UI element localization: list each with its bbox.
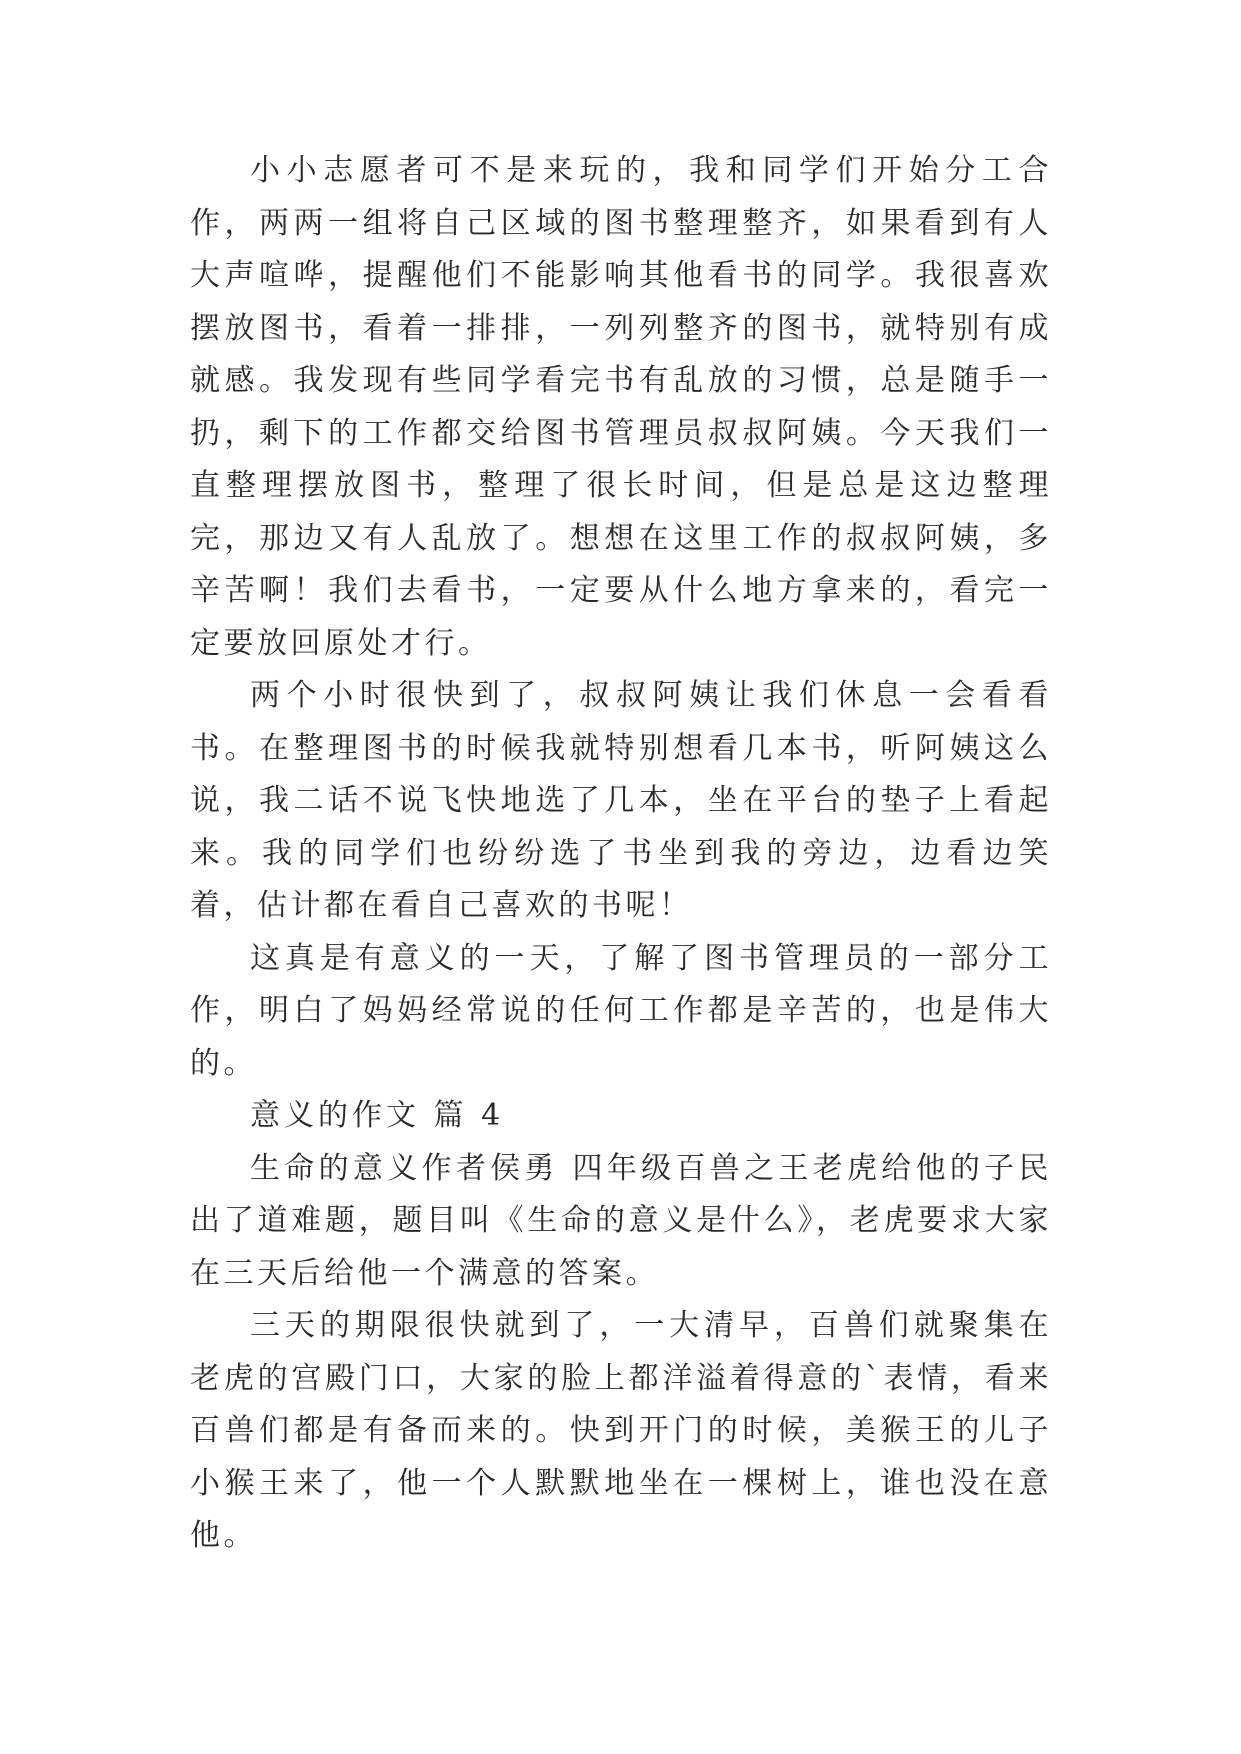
paragraph-meaningful-day: 这真是有意义的一天，了解了图书管理员的一部分工作，明白了妈妈经常说的任何工作都是辛苦的，也是伟大的。: [190, 940, 1052, 1081]
paragraph-meaning-of-life: 生命的意义作者侯勇 四年级百兽之王老虎给他的子民出了道难题，题目叫《生命的意义是什么》，老虎要求大家在三天后给他一个满意的答案。: [190, 1150, 1052, 1291]
paragraph-three-days: 三天的期限很快就到了，一大清早，百兽们就聚集在老虎的宫殿门口，大家的脸上都洋溢着得意的`表情，看来百兽们都是有备而来的。快到开门的时候，美猴王的儿子小猴王来了，他一个人默默地坐在一棵树上，谁也没在意他。: [190, 1308, 1052, 1553]
document-body: [190, 145, 1052, 1563]
section-heading: 意义的作文 篇 4: [250, 1098, 505, 1133]
paragraph-reading-break: 两个小时很快到了，叔叔阿姨让我们休息一会看看书。在整理图书的时候我就特别想看几本书，听阿姨这么说，我二话不说飞快地选了几本，坐在平台的垫子上看起来。我的同学们也纷纷选了书坐到我的旁边，边看边笑着，估计都在看自己喜欢的书呢！: [190, 678, 1052, 923]
paragraph-volunteer-work: 小小志愿者可不是来玩的，我和同学们开始分工合作，两两一组将自己区域的图书整理整齐，如果看到有人大声喧哗，提醒他们不能影响其他看书的同学。我很喜欢摆放图书，看着一排排，一列列整齐的图书，就特别有成就感。我发现有些同学看完书有乱放的习惯，总是随手一扔，剩下的工作都交给图书管理员叔叔阿姨。今天我们一直整理摆放图书，整理了很长时间，但是总是这边整理完，那边又有人乱放了。想想在这里工作的叔叔阿姨，多辛苦啊！我们去看书，一定要从什么地方拿来的，看完一定要放回原处才行。: [190, 153, 1052, 661]
